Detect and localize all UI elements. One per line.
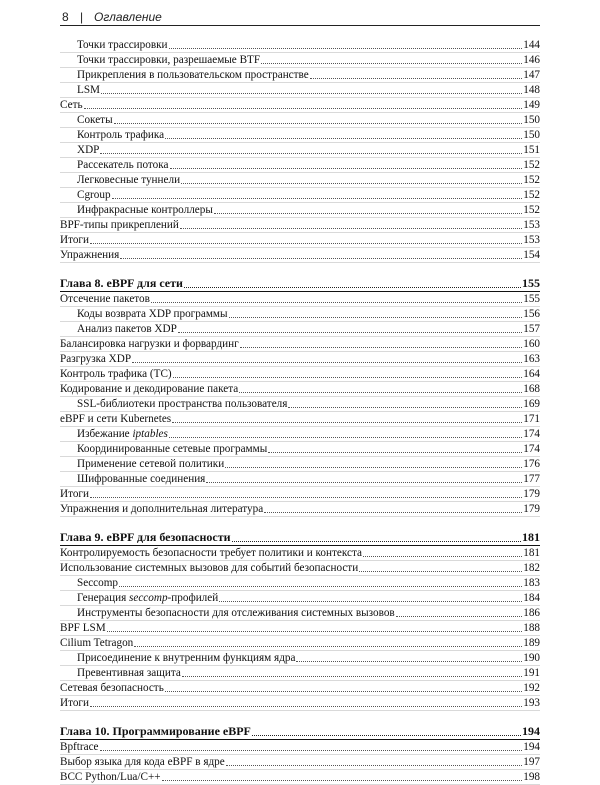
entry-title: Bpftrace [60,741,99,753]
entry-title: Легковесные туннели [77,174,181,186]
dot-leader [180,228,522,229]
toc-subentry[interactable] [60,203,540,218]
entry-page: 177 [523,473,540,485]
chapter-heading[interactable] [60,527,540,546]
toc-subentry[interactable] [60,128,540,143]
entry-title: BCC Python/Lua/C++ [60,771,161,783]
dot-leader [101,93,522,94]
entry-title: Шифрованные соединения [77,473,206,485]
toc-entry[interactable] [60,681,540,696]
toc-subentry[interactable] [60,322,540,337]
entry-title: Seccomp [77,577,119,589]
entry-title: Прикрепления в пользовательском пространстве [77,69,309,81]
dot-leader [162,780,523,781]
entry-title: Рассекатель потока [77,159,169,171]
entry-title: Cilium Tetragon [60,637,134,649]
entry-title: LSM [77,84,101,96]
toc-entry[interactable] [60,621,540,636]
toc-subentry[interactable] [60,173,540,188]
dot-leader [170,168,523,169]
toc-entry[interactable] [60,561,540,576]
dot-leader [134,646,522,647]
toc-entry[interactable] [60,696,540,711]
toc-subentry[interactable] [60,53,540,68]
entry-title: Координированные сетевые программы [77,443,268,455]
running-header [60,8,540,24]
entry-page: 174 [523,428,540,440]
entry-page: 181 [523,547,540,559]
entry-title: Кодирование и декодирование пакета [60,383,239,395]
entry-title: Балансировка нагрузки и форвардинг [60,338,239,350]
toc-entry[interactable] [60,636,540,651]
entry-page: 191 [523,667,540,679]
chapter-heading[interactable] [60,273,540,292]
dot-leader [239,392,522,393]
toc-entry[interactable] [60,337,540,352]
toc-entry[interactable] [60,740,540,755]
toc-subentry[interactable] [60,472,540,487]
entry-title: Отсечение пакетов [60,293,150,305]
dot-leader [363,556,522,557]
entry-title: Коды возврата XDP программы [77,308,228,320]
entry-title: Контроль трафика (TC) [60,368,172,380]
entry-page: 171 [523,413,540,425]
chapter-page: 194 [522,724,540,738]
toc-subentry[interactable] [60,143,540,158]
toc-subentry[interactable] [60,576,540,591]
chapter-page: 155 [522,276,540,290]
dot-leader [261,63,522,64]
dot-leader [120,258,522,259]
entry-page: 147 [523,69,540,81]
entry-page: 168 [523,383,540,395]
toc-entry[interactable] [60,248,540,263]
dot-leader [119,586,522,587]
entry-page: 193 [523,697,540,709]
entry-title: Точки трассировки [77,39,168,51]
dot-leader [214,213,522,214]
entry-page: 186 [523,607,540,619]
dot-leader [268,452,522,453]
dot-leader [178,332,522,333]
entry-page: 151 [523,144,540,156]
toc-subentry[interactable] [60,591,540,606]
dot-leader [184,287,521,288]
entry-title: Контроль трафика [77,129,165,141]
entry-title: Инструменты безопасности для отслеживания системных вызовов [77,607,395,619]
entry-title: Присоединение к внутренним функциям ядра [77,652,296,664]
entry-title: Выбор языка для кода eBPF в ядре [60,756,225,768]
entry-title: Превентивная защита [77,667,181,679]
toc-entry[interactable] [60,755,540,770]
chapter-heading[interactable] [60,721,540,740]
dot-leader [252,735,521,736]
entry-title: BPF-типы прикреплений [60,219,179,231]
entry-page: 149 [523,99,540,111]
dot-leader [296,661,522,662]
toc-subentry[interactable] [60,38,540,53]
entry-page: 154 [523,249,540,261]
entry-page: 155 [523,293,540,305]
toc-entry[interactable] [60,487,540,502]
toc-entry[interactable] [60,546,540,561]
dot-leader [90,706,522,707]
entry-title: Применение сетевой политики [77,458,225,470]
entry-page: 153 [523,219,540,231]
entry-title: Итоги [60,234,89,246]
entry-title: Итоги [60,697,89,709]
entry-page: 183 [523,577,540,589]
toc-entry[interactable] [60,98,540,113]
entry-page: 156 [523,308,540,320]
entry-page: 188 [523,622,540,634]
dot-leader [232,541,521,542]
entry-page: 179 [523,503,540,515]
header-rule [60,25,540,26]
toc-subentry[interactable] [60,457,540,472]
entry-page: 169 [523,398,540,410]
entry-page: 146 [523,54,540,66]
entry-title: Анализ пакетов XDP [77,323,177,335]
toc-subentry[interactable] [60,651,540,666]
dot-leader [132,362,522,363]
entry-page: 182 [523,562,540,574]
entry-title: Сетевая безопасность [60,682,164,694]
entry-title: Генерация seccomp-профилей [77,592,219,604]
toc-subentry[interactable] [60,158,540,173]
toc-subentry[interactable] [60,83,540,98]
dot-leader [219,601,522,602]
entry-title: Итоги [60,488,89,500]
toc-subentry[interactable] [60,397,540,412]
chapter-title: Глава 10. Программирование eBPF [60,724,251,738]
dot-leader [181,183,522,184]
dot-leader [226,765,522,766]
entry-title: Инфракрасные контроллеры [77,204,213,216]
entry-title: eBPF и сети Kubernetes [60,413,172,425]
entry-page: 160 [523,338,540,350]
dot-leader [90,497,522,498]
dot-leader [182,676,522,677]
entry-page: 157 [523,323,540,335]
chapter-title: Глава 9. eBPF для безопасности [60,530,231,544]
entry-page: 152 [523,174,540,186]
page-number: 8 [62,10,69,24]
toc-entry[interactable] [60,352,540,367]
entry-page: 153 [523,234,540,246]
toc-subentry[interactable] [60,113,540,128]
entry-page: 148 [523,84,540,96]
entry-page: 174 [523,443,540,455]
entry-title: Разгрузка XDP [60,353,132,365]
dot-leader [107,631,523,632]
toc-entry[interactable] [60,502,540,517]
toc-entry[interactable] [60,382,540,397]
dot-leader [165,138,522,139]
entry-page: 152 [523,159,540,171]
entry-title: Точки трассировки, разрешаемые BTF [77,54,261,66]
entry-page: 144 [523,39,540,51]
table-of-contents [60,38,540,785]
dot-leader [225,467,522,468]
toc-subentry[interactable] [60,442,540,457]
dot-leader [165,691,522,692]
dot-leader [84,108,523,109]
entry-title: SSL-библиотеки пространства пользователя [77,398,288,410]
toc-subentry[interactable] [60,188,540,203]
toc-entry[interactable] [60,770,540,785]
chapter-title: Глава 8. eBPF для сети [60,276,183,290]
dot-leader [114,123,523,124]
dot-leader [169,437,522,438]
entry-title: Сеть [60,99,83,111]
entry-page: 198 [523,771,540,783]
entry-page: 179 [523,488,540,500]
entry-title: Упражнения и дополнительная литература [60,503,264,515]
toc-subentry[interactable] [60,427,540,442]
entry-page: 164 [523,368,540,380]
toc-subentry[interactable] [60,666,540,681]
entry-title: BPF LSM [60,622,106,634]
entry-title: Упражнения [60,249,120,261]
dot-leader [288,407,522,408]
entry-title: Сокеты [77,114,113,126]
entry-page: 189 [523,637,540,649]
toc-subentry[interactable] [60,68,540,83]
header-separator: | [80,10,84,24]
dot-leader [172,422,522,423]
toc-subentry[interactable] [60,606,540,621]
entry-page: 150 [523,114,540,126]
dot-leader [169,48,523,49]
entry-title: Контролируемость безопасности требует политики и контекста [60,547,362,559]
toc-entry[interactable] [60,233,540,248]
toc-entry[interactable] [60,367,540,382]
toc-subentry[interactable] [60,307,540,322]
entry-page: 192 [523,682,540,694]
dot-leader [90,243,522,244]
entry-page: 150 [523,129,540,141]
entry-page: 197 [523,756,540,768]
dot-leader [173,377,523,378]
dot-leader [100,153,522,154]
dot-leader [310,78,522,79]
dot-leader [264,512,522,513]
dot-leader [112,198,523,199]
entry-page: 190 [523,652,540,664]
toc-entry[interactable] [60,412,540,427]
entry-page: 163 [523,353,540,365]
toc-entry[interactable] [60,292,540,307]
running-title: Оглавление [94,10,162,24]
dot-leader [240,347,523,348]
dot-leader [206,482,522,483]
entry-title: XDP [77,144,100,156]
entry-page: 194 [523,741,540,753]
dot-leader [100,750,523,751]
dot-leader [229,317,523,318]
entry-page: 176 [523,458,540,470]
toc-entry[interactable] [60,218,540,233]
dot-leader [396,616,523,617]
entry-page: 152 [523,204,540,216]
entry-title: Избежание iptables [77,428,168,440]
entry-title: Cgroup [77,189,111,201]
chapter-page: 181 [522,530,540,544]
dot-leader [151,302,522,303]
dot-leader [359,571,522,572]
entry-page: 152 [523,189,540,201]
entry-page: 184 [523,592,540,604]
entry-title: Использование системных вызовов для событий безопасности [60,562,359,574]
